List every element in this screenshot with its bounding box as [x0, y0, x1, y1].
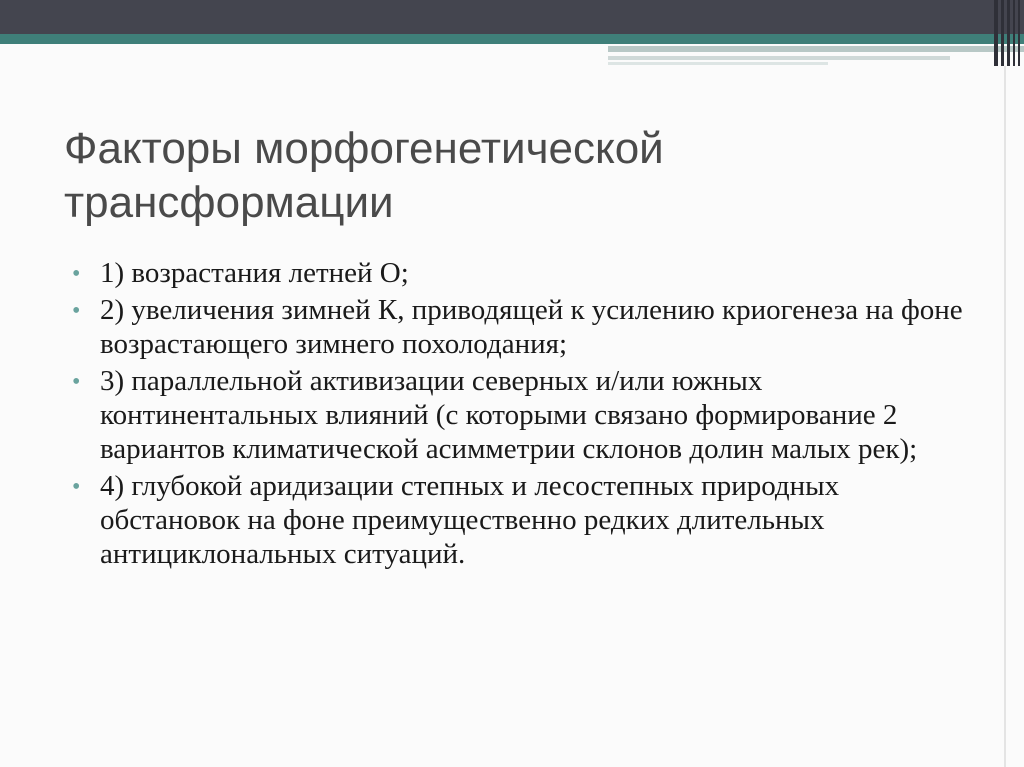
list-item: [70, 469, 970, 571]
slide-title: Факторы морфогенетической трансформации: [64, 124, 664, 227]
list-item: [70, 256, 970, 290]
list-item: [70, 293, 970, 361]
header-vertical-stripe: [1007, 0, 1010, 66]
list-item-text: 1) возрастания летней О;: [100, 257, 409, 289]
header-vertical-stripe: [1001, 0, 1004, 66]
bullet-icon: •: [72, 369, 81, 395]
list-item: [70, 364, 970, 466]
list-item-text: 3) параллельной активизации северных и/или южных континентальных влияний (с которыми связано формирование 2 вариантов климатической асимметрии склонов долин малых рек);: [100, 365, 918, 465]
header-vertical-stripe: [994, 0, 998, 66]
list-item-text: 4) глубокой аридизации степных и лесостепных природных обстановок на фоне преимущественно редких длительных антициклональных ситуаций.: [100, 470, 840, 570]
header-accent-line: [608, 56, 950, 60]
header-accent-line: [608, 62, 828, 65]
bullet-icon: •: [72, 298, 81, 324]
list-item-text: 2) увеличения зимней К, приводящей к усилению криогенеза на фоне возрастающего зимнего похолодания;: [100, 294, 963, 360]
header-vertical-stripe: [1013, 0, 1015, 66]
header-vertical-stripe: [1018, 0, 1020, 66]
header-accent-line: [608, 46, 1024, 52]
header-band-teal: [0, 34, 1024, 44]
bullet-list: [70, 256, 970, 574]
bullet-icon: •: [72, 261, 81, 287]
bullet-icon: •: [72, 474, 81, 500]
header-band-dark: [0, 0, 1024, 34]
right-edge-line: [1004, 66, 1006, 767]
